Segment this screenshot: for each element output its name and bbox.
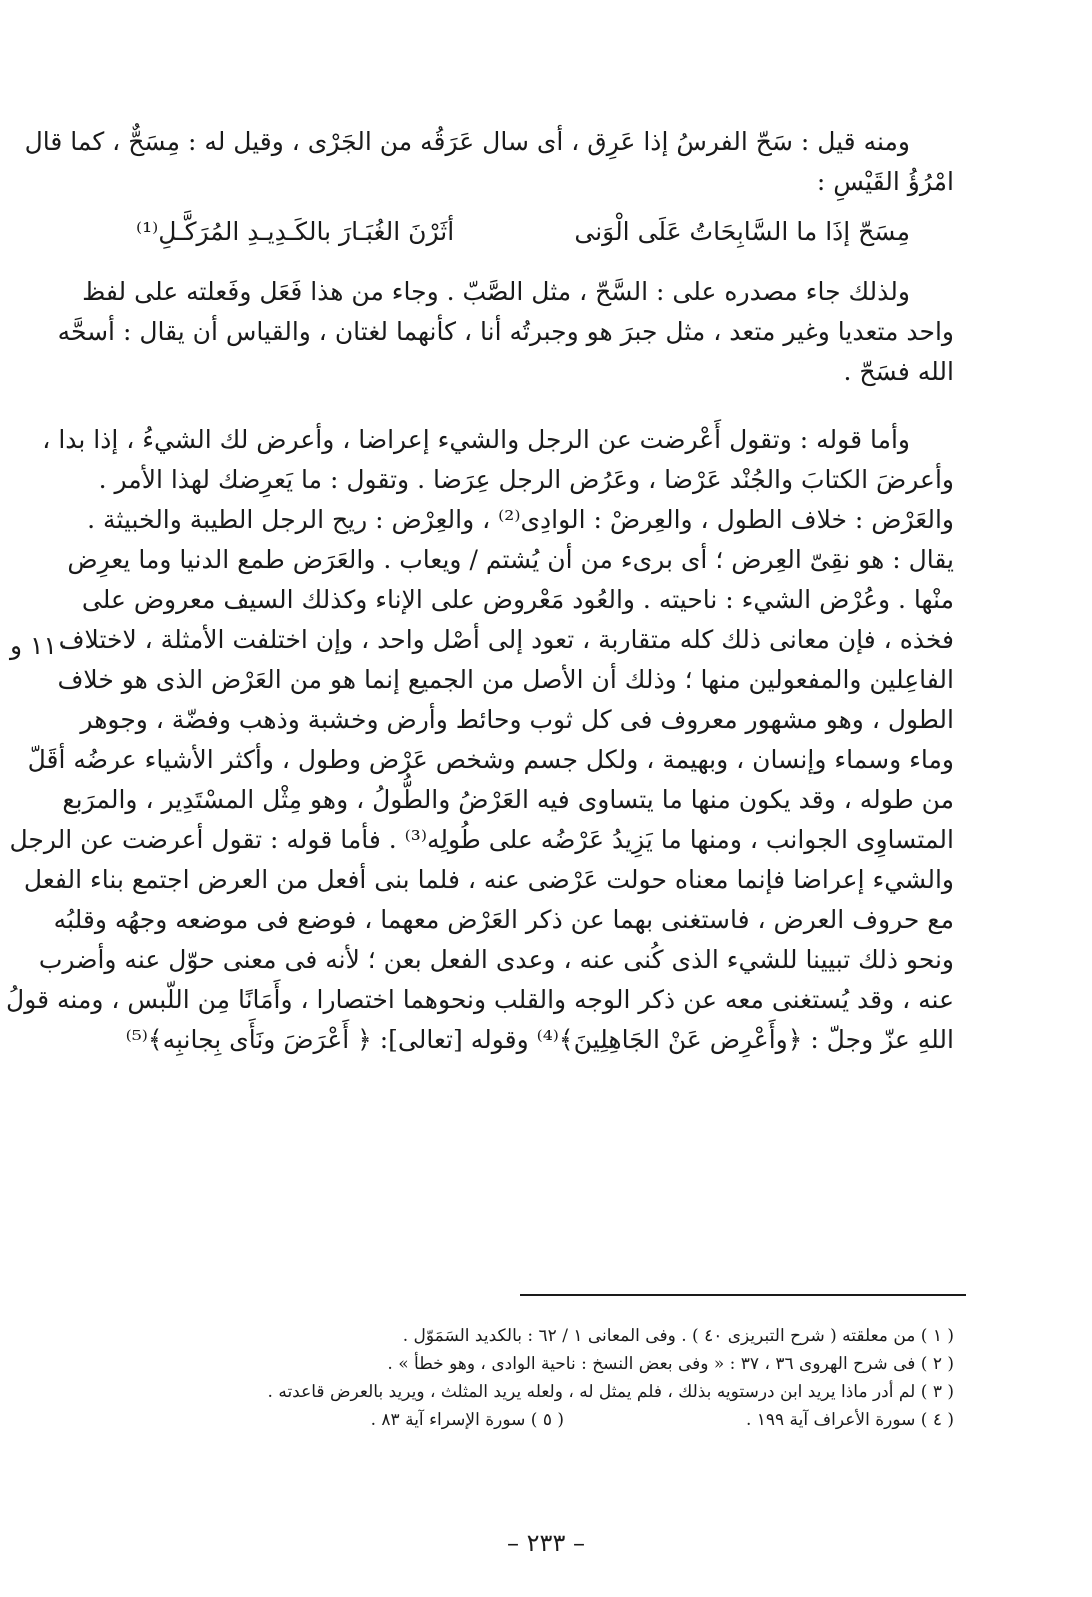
text-line: الطول ، وهو مشهور معروف فى كل ثوب وحائط وأرض وخشبة وذهب وفضّة ، وجوهر: [80, 705, 954, 734]
text-line: عنه ، وقد يُستغنى معه عن ذكر الوجه والقلب ونحوهما اختصارا ، وأَمَانًا مِن اللّبس ، ومنه قولُ: [6, 985, 954, 1014]
text-line: والشيء إعراضا فإنما معناه حولت عَرْضى عنه ، فلما بنى أفعل من العرض اجتمع بناء الفعل: [23, 865, 954, 894]
footnote-divider: [520, 1294, 966, 1296]
text-line: وأعرضَ الكتابَ والجُنْد عَرْضا ، وعَرُض الرجل عِرَضا . وتقول : ما يَعرِضك لهذا الأمر .: [98, 465, 954, 494]
paragraph-gap: [124, 392, 954, 420]
paragraph-1: [24, 122, 954, 202]
text-line: يقال : هو نقِىّ العِرض ؛ أى برىء من أن يُشتم / ويعاب . والعَرَض طمع الدنيا وما يعرِض: [67, 545, 954, 574]
footnotes: [124, 1322, 954, 1434]
text-line: اللهِ عزّ وجلّ : ﴿وأَعْرِض عَنْ الجَاهِلِينَ﴾⁽⁴⁾ وقوله [تعالى]: ﴿ أَعْرَضَ ونَأَى بِجانبِه﴾⁽⁵⁾: [125, 1025, 954, 1054]
text-line: ونحو ذلك تبيينا للشيء الذى كُنى عنه ، وعدى الفعل بعن ؛ لأنه فى معنى حوّل عنه وأضرب: [38, 945, 954, 974]
footnote-2: ( ٢ ) فى شرح الهروى ٣٦ ، ٣٧ : « وفى بعض النسخ : ناحية الوادى ، وهو خطأ » .: [387, 1354, 954, 1374]
poetry-verse: [124, 212, 954, 252]
verse-second-hemistich: أثَرْنَ الغُبَـارَ بالكَـدِيـدِ المُرَكَّـلِ⁽¹⁾: [136, 217, 455, 246]
footnote-5: ( ٥ ) سورة الإسراء آية ٨٣ .: [370, 1410, 564, 1430]
text-line: منْها . وعُرْض الشيء : ناحيته . والعُود مَعْروض على الإناء وكذلك السيف معروض على: [81, 585, 954, 614]
text-line: الفاعِلين والمفعولين منها ؛ وذلك أن الأصل من الجميع إنما هو من العَرْض الذى هو خلاف: [57, 665, 954, 694]
footnote-4: ( ٤ ) سورة الأعراف آية ١٩٩ .: [745, 1410, 954, 1430]
manuscript-folio-marker: ١١٠ و: [10, 631, 71, 660]
text-line: مع حروف العرض ، فاستغنى بهما عن ذكر العَرْض معهما ، فوضع فى موضعه وجهُه وقلبُه: [53, 905, 954, 934]
text-line: المتساوِى الجوانب ، ومنها ما يَزِيدُ عَرْضُه على طُولِه⁽³⁾ . فأما قوله : تقول أعرضت عن الرجل: [9, 825, 954, 854]
text-line: فخذه ، فإن معانى ذلك كله متقاربة ، تعود إلى أصْل واحد ، وإن اختلفت الأمثلة ، لاختلاف: [58, 625, 954, 654]
text-line: الله فسَحّ .: [843, 357, 954, 386]
text-line: امْرُؤُ القَيْسِ :: [816, 167, 954, 196]
text-line: ولذلك جاء مصدره على : السَّحّ ، مثل الصَّبّ . وجاء من هذا فَعَل وفَعلته على لفظ: [82, 277, 910, 306]
text-line: من طوله ، وقد يكون منها ما يتساوى فيه العَرْضُ والطُّولُ ، وهو مِثْل المسْتَدِير ، والمرَبع: [62, 785, 954, 814]
footnote-1: ( ١ ) من معلقته ( شرح التبريزى ٤٠ ) . وفى المعانى ١ / ٦٢ : بالكديد السَمَوّل .: [402, 1326, 954, 1346]
text-line: والعَرْض : خلاف الطول ، والعِرضْ : الوادِى⁽²⁾ ، والعِرْض : ريح الرجل الطيبة والخبيثة .: [87, 505, 954, 534]
text-line: وأما قوله : وتقول أَعْرضت عن الرجل والشيء إعراضا ، وأعرض لك الشيءُ ، إذا بدا ،: [42, 425, 910, 454]
text-line: وماء وسماء وإنسان ، وبهيمة ، ولكل جسم وشخص عَرْض وطول ، وأكثر الأشياء عرضُه أقَلّ: [27, 745, 954, 774]
footnote-3: ( ٣ ) لم أدر ماذا يريد ابن درستويه بذلك ، فلم يمثل له ، ولعله يريد المثلث ، ويريد بالعرض قاعدته .: [267, 1382, 954, 1402]
paragraph-2: [57, 272, 954, 392]
text-line: ومنه قيل : سَحّ الفرسُ إذا عَرِق ، أى سال عَرَقُه من الجَرْى ، وقيل له : مِسَحٌّ ، كما قال: [24, 127, 910, 156]
page-number: – ٢٣٣ –: [507, 1529, 585, 1557]
footnote-row: [124, 1406, 954, 1434]
text-line: واحد متعديا وغير متعد ، مثل جبرَ هو وجبرتُه أنا ، كأنهما لغتان ، والقياس أن يقال : أسحَّه: [57, 317, 954, 346]
verse-first-hemistich: مِسَحّ إذَا ما السَّابِحَاتُ عَلَى الْوَنى: [574, 217, 910, 246]
